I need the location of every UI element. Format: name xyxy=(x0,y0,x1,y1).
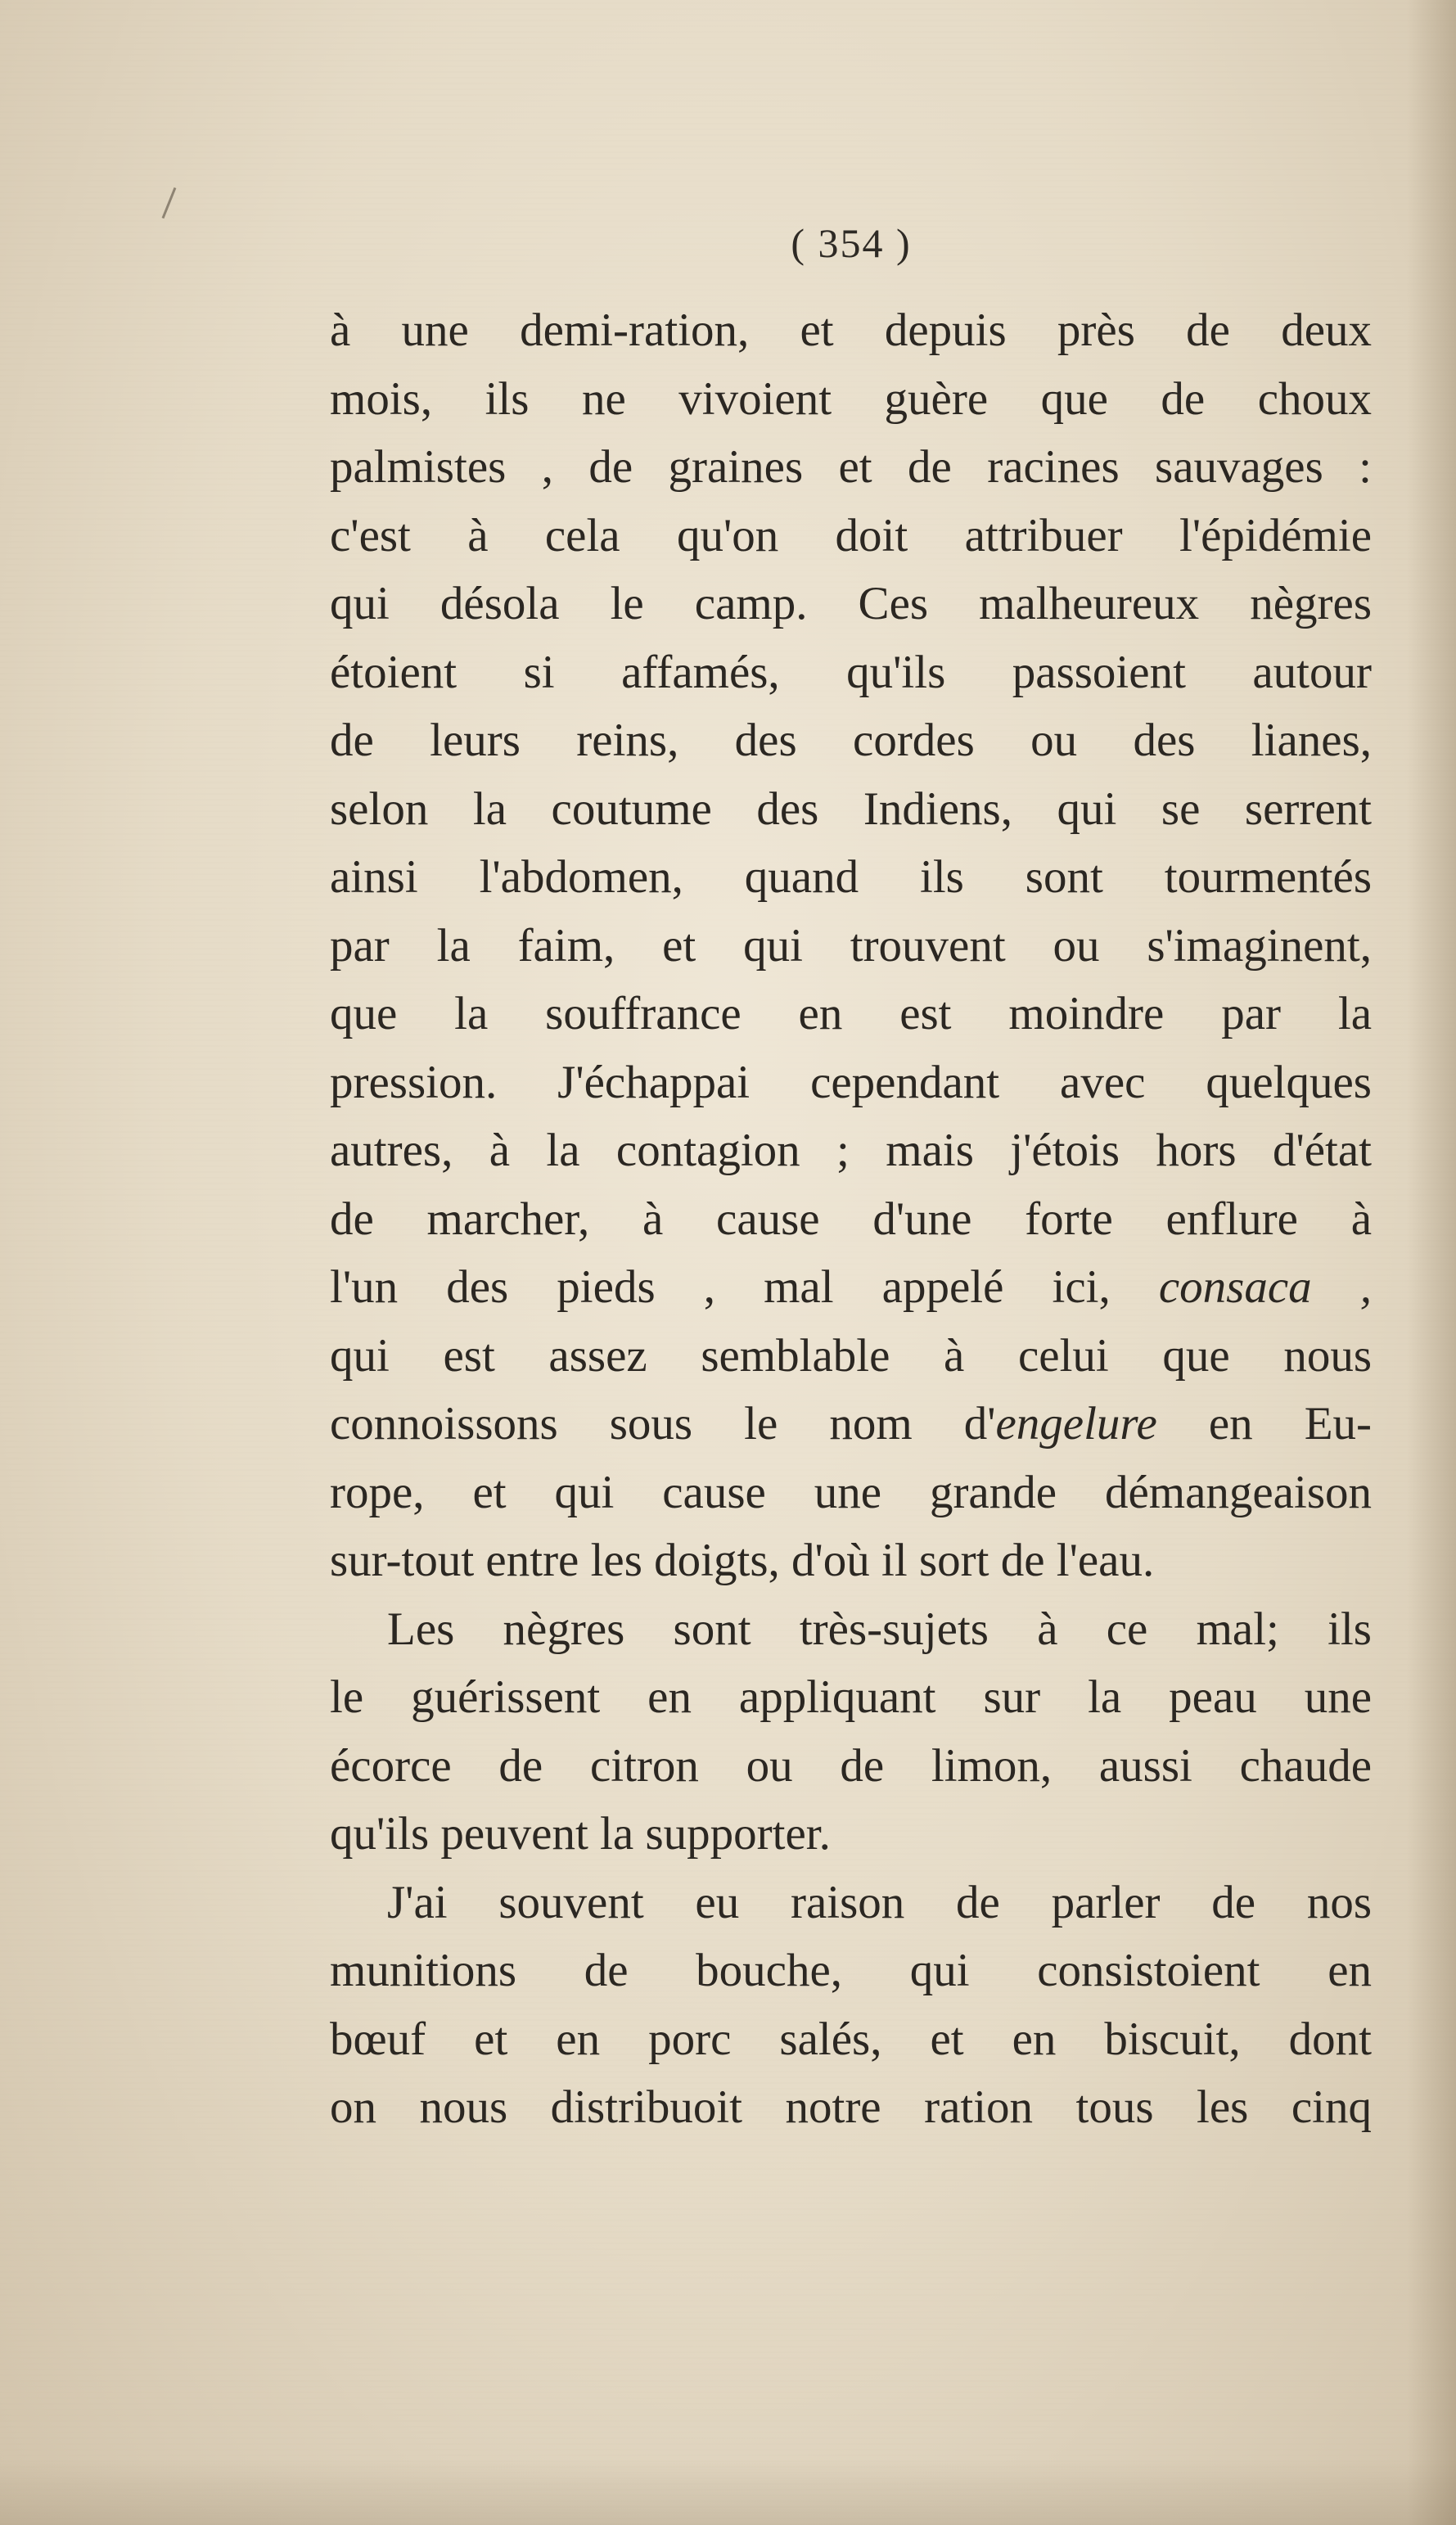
text-line: ainsi l'abdomen, quand ils sont tourmentés xyxy=(330,851,1372,903)
text-line: on nous distribuoit notre ration tous les cinq xyxy=(330,2081,1372,2133)
text-line: de leurs reins, des cordes ou des lianes, xyxy=(330,715,1372,766)
text-line: autres, à la contagion ; mais j'étois hors d'état xyxy=(330,1125,1372,1176)
text-line: écorce de citron ou de limon, aussi chaude xyxy=(330,1739,1372,1792)
text-line: rope, et qui cause une grande démangeaison xyxy=(330,1466,1372,1518)
text-line: qu'ils peuvent la supporter. xyxy=(330,1808,831,1860)
text-line: c'est à cela qu'on doit attribuer l'épidémie xyxy=(330,509,1372,561)
text-line: bœuf et en porc salés, et en biscuit, dont xyxy=(330,2013,1372,2065)
text-line: selon la coutume des Indiens, qui se serrent xyxy=(330,782,1372,835)
text-line: qui est assez semblable à celui que nous xyxy=(330,1329,1372,1382)
page-edge-shadow-bottom xyxy=(0,2460,1456,2525)
text-line: le guérissent en appliquant sur la peau une xyxy=(330,1671,1372,1723)
stray-pen-mark xyxy=(162,187,177,219)
text-segment: en Eu- xyxy=(1156,1398,1372,1450)
text-line: pression. J'échappai cependant avec quelques xyxy=(330,1056,1372,1108)
text-line: sur-tout entre les doigts, d'où il sort de l'eau. xyxy=(330,1535,1155,1586)
italic-term: consaca , xyxy=(1158,1261,1372,1313)
italic-term: engelure xyxy=(995,1398,1157,1450)
text-line: qui désola le camp. Ces malheureux nègres xyxy=(330,578,1372,629)
text-line: étoient si affamés, qu'ils passoient autour xyxy=(330,646,1372,698)
body-text xyxy=(330,296,1372,2142)
text-line: Les nègres sont très-sujets à ce mal; ils xyxy=(387,1603,1372,1655)
text-line: J'ai souvent eu raison de parler de nos xyxy=(387,1876,1372,1928)
text-line: par la faim, et qui trouvent ou s'imaginent, xyxy=(330,919,1372,972)
text-line: à une demi-ration, et depuis près de deux xyxy=(330,304,1372,356)
text-line xyxy=(330,1253,1372,1322)
text-segment: connoissons sous le nom d' xyxy=(330,1398,996,1450)
text-line: munitions de bouche, qui consistoient en xyxy=(330,1945,1372,1996)
text-line xyxy=(330,1390,1372,1459)
text-line: mois, ils ne vivoient guère que de choux xyxy=(330,372,1372,425)
page-edge-shadow-right xyxy=(1407,0,1456,2525)
text-line: que la souffrance en est moindre par la xyxy=(330,988,1372,1039)
text-line: palmistes , de graines et de racines sauvages : xyxy=(330,441,1372,493)
text-segment: l'un des pieds , mal appelé ici, xyxy=(330,1261,1159,1313)
page-number: ( 354 ) xyxy=(791,220,912,266)
text-line: de marcher, à cause d'une forte enflure à xyxy=(330,1193,1372,1245)
